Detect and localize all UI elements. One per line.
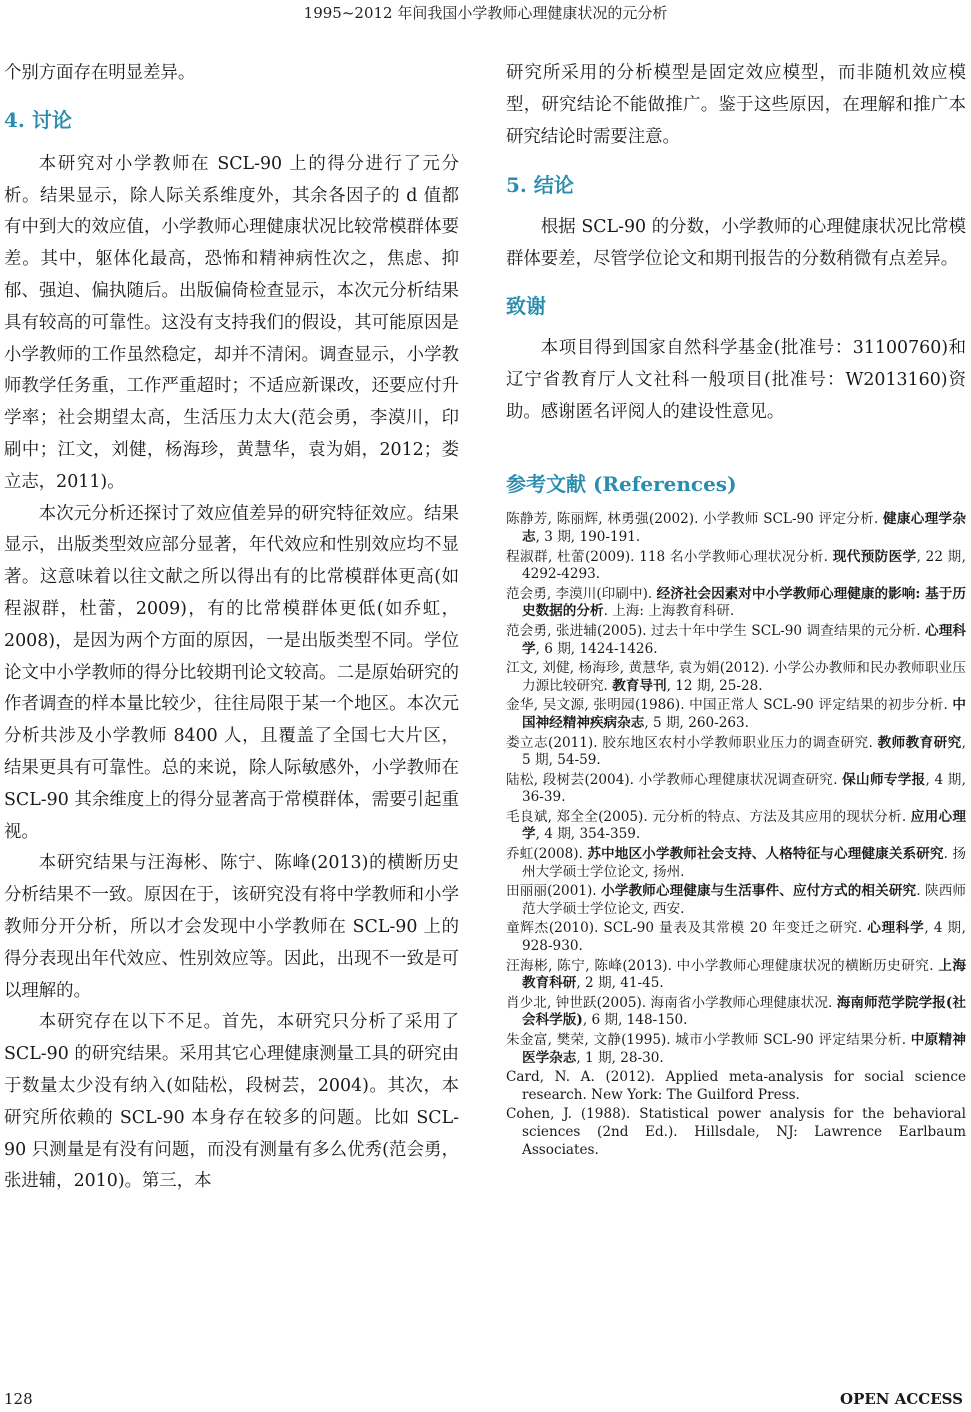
reference-text: 田丽丽(2001). [506, 883, 602, 900]
running-header: 1995~2012 年间我国小学教师心理健康状况的元分析 [303, 4, 668, 22]
reference-text: Card, N. A. (2012). Applied meta-analysis for social science research. New York: The Guilford Press. [506, 1069, 966, 1103]
reference-text: 范会勇, 张进辅(2005). 过去十年中学生 SCL-90 调查结果的元分析. [506, 622, 925, 639]
reference-item [506, 772, 966, 807]
acknowledgement-heading: 致谢 [506, 293, 546, 318]
reference-text: 金华, 吴文源, 张明园(1986). 中国正常人 SCL-90 评定结果的初步分析. [506, 697, 953, 714]
reference-text: 汪海彬, 陈宁, 陈峰(2013). 中小学教师心理健康状况的横断历史研究. [506, 957, 939, 974]
reference-item [506, 846, 966, 881]
reference-text: 毛良斌, 郑全全(2005). 元分析的特点、方法及其应用的现状分析. [506, 808, 911, 825]
reference-details: , 2 期, 41-45. [576, 975, 664, 992]
reference-text: 陆松, 段树芸(2004). 小学教师心理健康状况调查研究. [506, 771, 843, 788]
reference-item [506, 735, 966, 770]
discussion-paragraph-3: 本研究结果与汪海彬、陈宁、陈峰(2013)的横断历史分析结果不一致。原因在于，该研究没有将中学教师和小学教师分开分析，所以才会发现中小学教师在 SCL-90 上的得分表现出年代效应、性别效应等。因此，出现不一致是可以理解的。 [4, 853, 459, 1001]
reference-text: Cohen, J. (1988). Statistical power analysis for the behavioral sciences (2nd Ed.). Hillsdale, NJ: Lawrence Earlbaum Associates. [506, 1106, 966, 1158]
reference-item [506, 1032, 966, 1067]
reference-source: 苏中地区小学教师社会支持、人格特征与心理健康关系研究 [587, 846, 944, 863]
reference-text: 江文, 刘健, 杨海珍, 黄慧华, 袁为娟(2012). 小学公办教师和民办教师职业压力源比较研究. [506, 660, 966, 694]
references-list [506, 511, 966, 1159]
reference-source: 保山师专学报 [842, 771, 926, 788]
reference-source: 海南师范学院学报(社会科学版) [522, 994, 966, 1029]
reference-source: 中原精神医学杂志 [522, 1032, 966, 1066]
section-4-title: 讨论 [31, 107, 72, 132]
reference-text: 童辉杰(2010). SCL-90 量表及其常模 20 年变迁之研究. [506, 920, 868, 937]
open-access-label: OPEN ACCESS [840, 1390, 963, 1408]
reference-source: 教育导刊 [612, 677, 667, 694]
section-5-number: 5. [506, 173, 527, 198]
reference-item [506, 697, 966, 732]
intro-tail: 个别方面存在明显差异。 [4, 63, 196, 83]
reference-item [506, 1106, 966, 1159]
reference-item [506, 511, 966, 546]
section-4-number: 4. [4, 107, 25, 132]
reference-details: , 4 期, 928-930. [522, 920, 967, 955]
acknowledgement-paragraph: 本项目得到国家自然科学基金(批准号：31100760)和辽宁省教育厅人文社科一般项目(批准号：W2013160)资助。感谢匿名评阅人的建设性意见。 [506, 337, 966, 422]
reference-text: 朱金富, 樊荣, 文静(1995). 城市小学教师 SCL-90 评定结果分析. [506, 1032, 911, 1048]
right-column [506, 58, 966, 1161]
reference-details: , 3 期, 190-191. [535, 528, 641, 545]
reference-item [506, 586, 966, 621]
reference-text: 范会勇, 李漠川(印刷中). [506, 585, 657, 602]
reference-item [506, 549, 966, 584]
reference-item [506, 1069, 966, 1104]
reference-details: . 陕西师范大学硕士学位论文, 西安. [522, 883, 966, 917]
reference-item [506, 958, 966, 993]
reference-source: 心理科学 [522, 622, 967, 657]
reference-source: 经济社会因素对中小学教师心理健康的影响: 基于历史数据的分析 [522, 585, 967, 620]
discussion-paragraph-1: 本研究对小学教师在 SCL-90 上的得分进行了元分析。结果显示，除人际关系维度外，其余各因子的 d 值都有中到大的效应值，小学教师心理健康状况比较常模群体要差。其中，躯体化最高，恐怖和精神病性次之，焦虑、抑郁、强迫、偏执随后。出版偏倚检查显示，本次元分析结果具有较高的可靠性。这没有支持我们的假设，其可能原因是小学教师的工作虽然稳定，却并不清闲。调查显示，小学教师教学任务重，工作严重超时；不适应新课改，还要应付升学率；社会期望太高，生活压力太大(范会勇，李漠川，印刷中；江文，刘健，杨海珍，黄慧华，袁为娟，2012；娄立志，2011)。 [4, 153, 459, 492]
discussion-paragraph-4: 本研究存在以下不足。首先，本研究只分析了采用了 SCL-90 的研究结果。采用其它心理健康测量工具的研究由于数量太少没有纳入(如陆松，段树芸，2004)。其次，本研究所依赖的 SCL-90 本身存在较多的问题。比如 SCL-90 只测量是有没有问题，而没有测量有多么优秀(范会勇，张进辅，2010)。第三，本 [4, 1012, 459, 1192]
left-column [4, 58, 459, 1198]
reference-source: 健康心理学杂志 [522, 511, 966, 545]
reference-text: 程淑群, 杜蕾(2009). 118 名小学教师心理状况分析. [506, 548, 833, 565]
references-title-cn: 参考文献 [506, 472, 586, 497]
reference-details: , 4 期, 354-359. [535, 826, 641, 843]
reference-details: , 5 期, 260-263. [644, 714, 749, 731]
reference-item [506, 920, 966, 955]
discussion-paragraph-2: 本次元分析还探讨了效应值差异的研究特征效应。结果显示，出版类型效应部分显著，年代效应和性别效应均不显著。这意味着以往文献之所以得出有的比常模群体更高(如程淑群，杜蕾，2009)，有的比常模群体更低(如乔虹，2008)，是因为两个方面的原因，一是出版类型不同。学位论文中小学教师的得分比较期刊论文较高。二是原始研究的作者调查的样本量比较少，往往局限于某一个地区。本次元分析共涉及小学教师 8400 人，且覆盖了全国七大片区，结果更具有可靠性。总的来说，除人际敏感外，小学教师在 SCL-90 其余维度上的得分显著高于常模群体，需要引起重视。 [4, 503, 459, 842]
section-4-heading [4, 104, 459, 133]
reference-item [506, 660, 966, 695]
page-number: 128 [4, 1390, 33, 1408]
section-5-title: 结论 [533, 173, 574, 198]
reference-item [506, 995, 966, 1030]
reference-source: 中国神经精神疾病杂志 [522, 697, 966, 731]
reference-source: 现代预防医学 [832, 548, 917, 565]
reference-text: 娄立志(2011). 胶东地区农村小学教师职业压力的调查研究. [506, 734, 878, 751]
conclusion-paragraph: 根据 SCL-90 的分数，小学教师的心理健康状况比常模群体要差，尽管学位论文和期刊报告的分数稍微有点差异。 [506, 217, 966, 270]
reference-source: 上海教育科研 [522, 957, 967, 992]
references-heading [506, 468, 966, 497]
reference-details: . 扬州大学硕士学位论文, 扬州. [522, 846, 966, 880]
reference-details: , 1 期, 28-30. [576, 1049, 664, 1066]
reference-details: , 22 期, 4292-4293. [522, 548, 966, 583]
reference-source: 教师教育研究 [877, 734, 962, 751]
reference-details: , 5 期, 54-59. [522, 734, 966, 769]
reference-text: 乔虹(2008). [506, 846, 588, 863]
reference-text: 陈静芳, 陈丽辉, 林勇强(2002). 小学教师 SCL-90 评定分析. [506, 511, 883, 528]
reference-details: , 12 期, 25-28. [666, 677, 763, 694]
references-title-en: (References) [592, 472, 737, 497]
reference-text: 肖少北, 钟世跃(2005). 海南省小学教师心理健康状况. [506, 994, 837, 1011]
reference-source: 小学教师心理健康与生活事件、应付方式的相关研究 [601, 883, 917, 900]
reference-source: 心理科学 [867, 920, 925, 937]
reference-item [506, 623, 966, 658]
reference-details: . 上海: 上海教育科研. [603, 603, 735, 620]
reference-source: 应用心理学 [522, 808, 966, 843]
section-5-heading [506, 169, 966, 198]
reference-item [506, 883, 966, 918]
reference-details: , 6 期, 148-150. [582, 1012, 688, 1029]
reference-item [506, 809, 966, 844]
reference-details: , 4 期, 36-39. [522, 771, 966, 806]
limitations-continuation: 研究所采用的分析模型是固定效应模型，而非随机效应模型，研究结论不能做推广。鉴于这些原因，在理解和推广本研究结论时需要注意。 [506, 63, 966, 147]
reference-details: , 6 期, 1424-1426. [535, 640, 658, 657]
